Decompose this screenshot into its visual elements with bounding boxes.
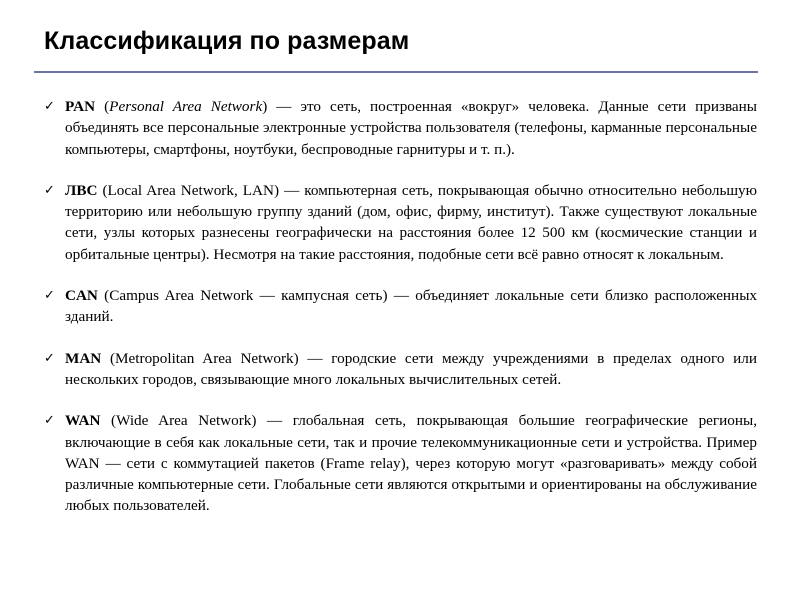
item-abbreviation: PAN	[65, 98, 96, 115]
item-abbreviation: MAN	[65, 349, 102, 367]
item-expansion: Personal Area Network	[109, 98, 263, 115]
item-abbreviation: ЛВС	[65, 181, 98, 199]
list-item-wan	[44, 410, 757, 516]
checkmark-icon: ✓	[44, 182, 55, 198]
item-text: (	[95, 98, 110, 115]
checkmark-icon: ✓	[44, 413, 55, 429]
title-underline	[34, 71, 758, 73]
list-item-lan	[44, 180, 757, 265]
page-title: Классификация по размерам	[44, 27, 410, 55]
list-item-pan	[44, 96, 757, 160]
item-text: (Wide Area Network) — глобальная сеть, покрывающая большие географические регионы, включающие в себя как локальные сети, так и прочие телекоммуникационные сети и устройства. Пример WAN — сети с коммутацией пакетов (Frame relay), через которую могут «разговаривать» между собой различные компьютерные сети. Глобальные сети являются открытыми и ориентированы на обслуживание любых пользователей.	[65, 412, 757, 515]
item-abbreviation: WAN	[65, 412, 101, 430]
checkmark-icon: ✓	[44, 99, 55, 114]
checkmark-icon: ✓	[44, 350, 55, 366]
checkmark-icon: ✓	[44, 288, 55, 304]
list-item-can	[44, 285, 757, 328]
bullet-list	[44, 96, 757, 517]
item-text: (Campus Area Network — кампусная сеть) — объединяет локальные сети близко расположенных зданий.	[65, 287, 757, 326]
item-abbreviation: CAN	[65, 287, 98, 305]
list-item-man	[44, 348, 757, 391]
item-text: ) — это сеть, построенная «вокруг» человека. Данные сети призваны объединять все персональные электронные устройства пользователя (телефоны, карманные персональные компьютеры, смартфоны, ноутбуки, беспроводные гарнитуры и т. п.).	[65, 98, 757, 158]
item-text: (Local Area Network, LAN) — компьютерная сеть, покрывающая обычно относительно небольшую территорию или небольшую группу зданий (дом, офис, фирму, институт). Также существуют локальные сети, узлы которых разнесены географически на расстояния более 12 500 км (космические станции и орбитальные центры). Несмотря на такие расстояния, подобные сети всё равно относят к локальным.	[65, 181, 757, 263]
item-text: (Metropolitan Area Network) — городские сети между учреждениями в пределах одного или нескольких городов, связывающие много локальных вычислительных сетей.	[65, 349, 757, 388]
